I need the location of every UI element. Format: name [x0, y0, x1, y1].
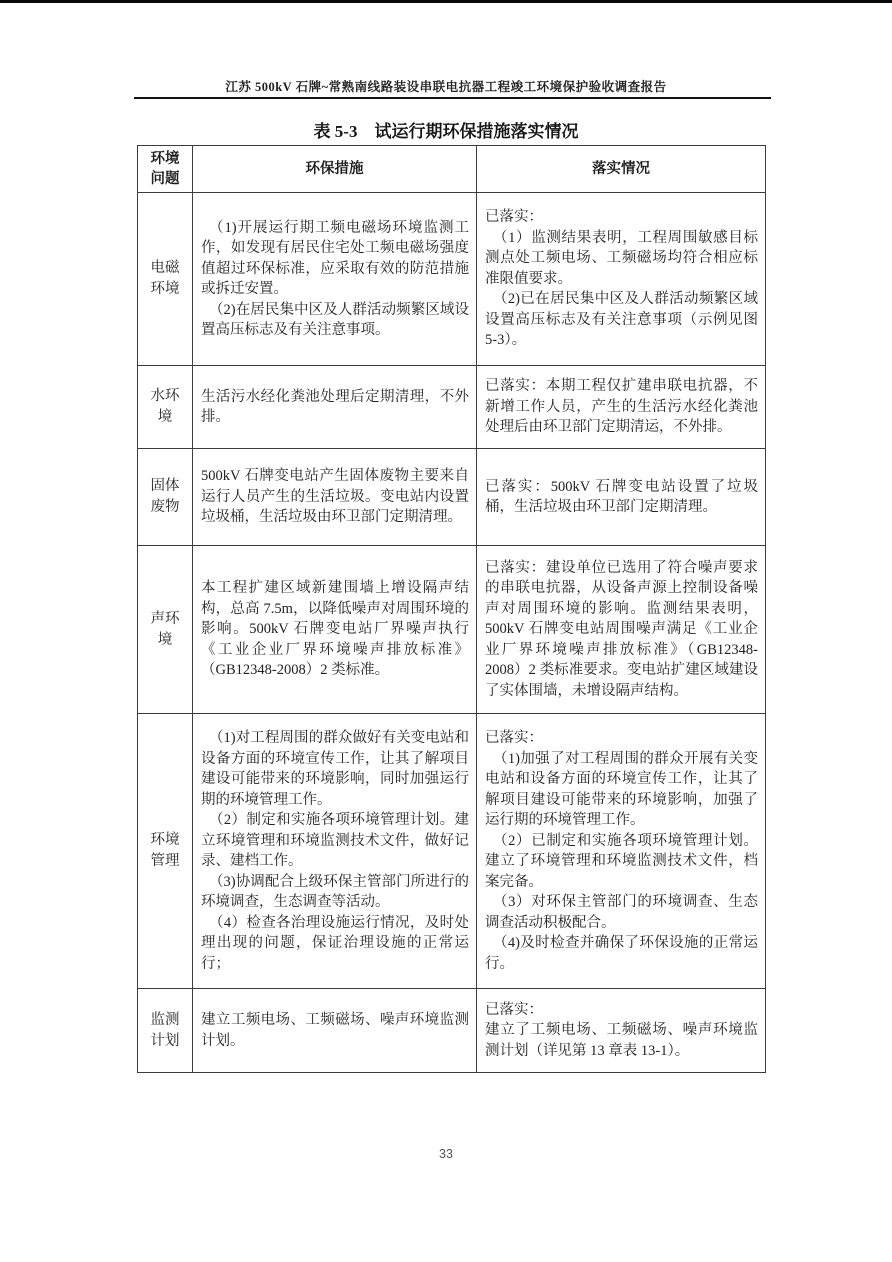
- implementation-paragraph: （1)加强了对工程周围的群众开展有关变电站和设备方面的环境宣传工作，让其了解项目建设可能带来的环境影响，加强了运行期的环境管理工作。: [485, 750, 758, 828]
- table-row-noise: [138, 546, 766, 714]
- measure-paragraph: （2）制定和实施各项环境管理计划。建立环境管理和环境监测技术文件，做好记录、建档工作。: [201, 812, 469, 869]
- implementation-cell-env-management: [477, 714, 766, 989]
- implementation-paragraph: 已落实：: [485, 209, 543, 226]
- implementation-paragraph: （1）监测结果表明，工程周围敏感目标测点处工频电场、工频磁场均符合相应标准限值要求。: [485, 229, 758, 287]
- issue-label-line: 水环: [150, 388, 180, 404]
- issue-label-line: 电磁: [150, 260, 180, 276]
- measures-cell-water: [193, 366, 477, 449]
- issue-label-line: 境: [157, 409, 173, 425]
- implementation-paragraph: （2）已制定和实施各项环境管理计划。建立了环境管理和环境监测技术文件，档案完备。: [485, 832, 758, 890]
- table-title: 表 5-3 试运行期环保措施落实情况: [313, 122, 579, 141]
- column-header-issue-line: 问题: [150, 171, 180, 187]
- implementation-cell-emf: [477, 193, 766, 366]
- implementation-paragraph: 已落实：: [485, 1001, 543, 1018]
- measure-paragraph: 生活污水经化粪池处理后定期清理，不外排。: [201, 388, 469, 425]
- implementation-paragraph: （2)已在居民集中区及人群活动频繁区域设置高压标志及有关注意事项（示例见图 5-3）。: [485, 291, 758, 349]
- table-row-emf: [138, 193, 766, 366]
- measure-paragraph: 本工程扩建区域新建围墙上增设隔声结构，总高 7.5m，以降低噪声对周围环境的影响。500kV 石牌变电站厂界噪声执行《工业企业厂界环境噪声排放标准》（GB12348-2008）2 类标准。: [201, 580, 469, 679]
- issue-label-line: 监测: [150, 1011, 180, 1028]
- implementation-cell-monitoring-plan: [477, 989, 766, 1073]
- measure-paragraph: 500kV 石牌变电站产生固体废物主要来自运行人员产生的生活垃圾。变电站内设置垃圾桶，生活垃圾由环卫部门定期清理。: [201, 468, 469, 526]
- measures-cell-monitoring-plan: [193, 989, 477, 1073]
- column-header-issue: [138, 146, 193, 193]
- measure-paragraph: 建立工频电场、工频磁场、噪声环境监测计划。: [201, 1012, 469, 1049]
- implementation-cell-water: [477, 366, 766, 449]
- issue-label-line: 废物: [150, 499, 180, 515]
- issue-cell-monitoring-plan: [138, 989, 193, 1073]
- issue-label-line: 境: [157, 631, 173, 648]
- measure-paragraph: （3)协调配合上级环保主管部门所进行的环境调查，生态调查等活动。: [201, 873, 469, 910]
- implementation-paragraph: 建立了工频电场、工频磁场、噪声环境监测计划（详见第 13 章表 13-1）。: [485, 1022, 758, 1059]
- column-header-implementation: 落实情况: [477, 146, 766, 193]
- measures-cell-solid-waste: [193, 449, 477, 546]
- scan-top-edge: [0, 0, 892, 3]
- table-row-solid-waste: [138, 449, 766, 546]
- issue-cell-water: [138, 366, 193, 449]
- implementation-cell-solid-waste: [477, 449, 766, 546]
- issue-label-line: 管理: [150, 853, 180, 869]
- measures-table-wrap: [137, 145, 766, 1073]
- measure-paragraph: （1)对工程周围的群众做好有关变电站和设备方面的环境宣传工作，让其了解项目建设可能带来的环境影响，同时加强运行期的环境管理工作。: [201, 730, 469, 808]
- measure-paragraph: （2)在居民集中区及人群活动频繁区域设置高压标志及有关注意事项。: [201, 301, 469, 338]
- issue-label-line: 环境: [150, 281, 180, 297]
- issue-label-line: 固体: [150, 478, 180, 494]
- measure-paragraph: （4）检查各治理设施运行情况，及时处理出现的问题，保证治理设施的正常运行；: [201, 914, 469, 972]
- issue-label-line: 计划: [150, 1032, 180, 1049]
- column-header-issue-line: 环境: [150, 151, 180, 167]
- issue-cell-env-management: [138, 714, 193, 989]
- column-header-measures: 环保措施: [193, 146, 477, 193]
- implementation-paragraph: （4)及时检查并确保了环保设施的正常运行。: [485, 935, 758, 972]
- implementation-cell-noise: [477, 546, 766, 714]
- issue-label-line: 声环: [150, 610, 180, 627]
- table-header-row: [138, 146, 766, 193]
- measures-table: [137, 145, 766, 1073]
- implementation-paragraph: 已落实：: [485, 730, 543, 746]
- page-number: 33: [439, 1147, 453, 1161]
- issue-label-line: 环境: [150, 832, 180, 848]
- issue-cell-emf: [138, 193, 193, 366]
- implementation-paragraph: 已落实：建设单位已选用了符合噪声要求的串联电抗器，从设备声源上控制设备噪声对周围环境的影响。监测结果表明，500kV 石牌变电站周围噪声满足《工业企业厂界环境噪声排放标准》（GB12348-2008）2 类标准要求。变电站扩建区域建设了实体围墙，未增设隔声结构。: [485, 559, 758, 699]
- issue-cell-noise: [138, 546, 193, 714]
- table-row-water: [138, 366, 766, 449]
- header-rule: [134, 97, 771, 99]
- measures-cell-noise: [193, 546, 477, 714]
- measure-paragraph: （1)开展运行期工频电磁场环境监测工作，如发现有居民住宅处工频电磁场强度值超过环保标准，应采取有效的防范措施或拆迁安置。: [201, 219, 469, 297]
- measures-cell-emf: [193, 193, 477, 366]
- table-row-monitoring-plan: [138, 989, 766, 1073]
- measures-cell-env-management: [193, 714, 477, 989]
- implementation-paragraph: 已落实：500kV 石牌变电站设置了垃圾桶，生活垃圾由环卫部门定期清理。: [485, 478, 758, 515]
- issue-cell-solid-waste: [138, 449, 193, 546]
- report-header: 江苏 500kV 石牌~常熟南线路装设串联电抗器工程竣工环境保护验收调查报告: [225, 80, 667, 94]
- implementation-paragraph: 已落实：本期工程仅扩建串联电抗器，不新增工作人员，产生的生活污水经化粪池处理后由环卫部门定期清运，不外排。: [485, 378, 758, 436]
- table-row-env-management: [138, 714, 766, 989]
- implementation-paragraph: （3）对环保主管部门的环境调查、生态调查活动积极配合。: [485, 894, 758, 931]
